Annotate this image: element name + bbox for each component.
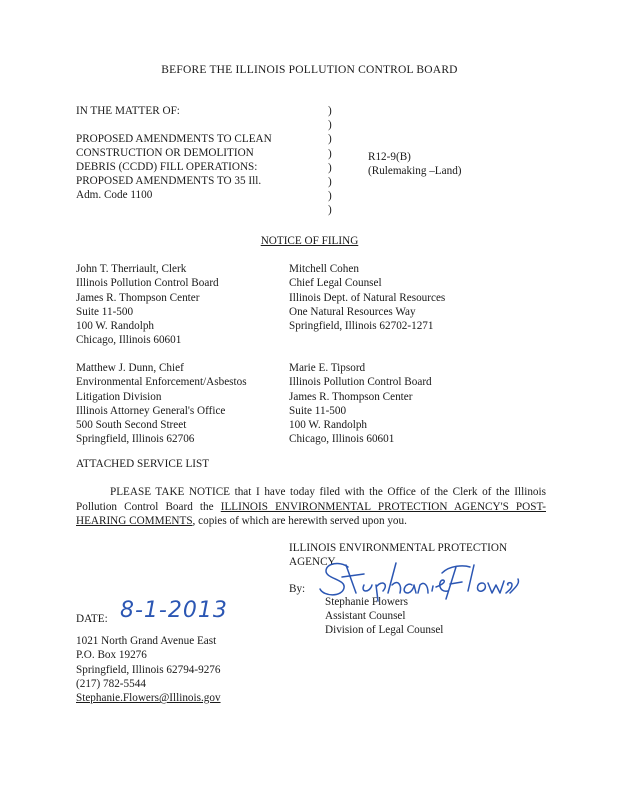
service-list-label: ATTACHED SERVICE LIST <box>76 458 210 470</box>
address-line: Illinois Dept. of Natural Resources <box>289 291 446 304</box>
document-title: BEFORE THE ILLINOIS POLLUTION CONTROL BOARD <box>161 64 458 76</box>
attorney-address <box>76 634 221 705</box>
paren: ) <box>328 175 332 188</box>
caption-line <box>76 118 272 132</box>
address-line: Illinois Attorney General's Office <box>76 404 226 417</box>
address-line: Springfield, Illinois 62702-1271 <box>289 320 434 333</box>
notice-text: PLEASE TAKE NOTICE that I have today filed with the Office of the Clerk of the Illinois Pollution Control Board the <box>76 486 546 513</box>
case-type: (Rulemaking –Land) <box>368 165 462 178</box>
address-line: 100 W. Randolph <box>289 419 368 432</box>
recipient-dunn <box>76 361 247 447</box>
address-line: Marie E. Tipsord <box>289 362 366 374</box>
agency-line: AGENCY <box>289 556 336 569</box>
address-line: Suite 11-500 <box>289 404 347 417</box>
address-line: John T. Therriault, Clerk <box>76 263 187 275</box>
address-line: 100 W. Randolph <box>76 320 155 333</box>
paren: ) <box>328 147 332 160</box>
recipient-cohen <box>289 262 445 333</box>
paren: ) <box>328 161 332 174</box>
case-caption <box>76 104 272 202</box>
signer-title: Assistant Counsel <box>325 610 406 623</box>
paren: ) <box>328 204 332 217</box>
handwritten-date: 8-1-2013 <box>120 598 228 623</box>
address-line: Illinois Pollution Control Board <box>76 277 219 290</box>
address-line: James R. Thompson Center <box>289 390 413 403</box>
caption-line: DEBRIS (CCDD) FILL OPERATIONS: <box>76 161 258 173</box>
address-line: Springfield, Illinois 62706 <box>76 433 195 446</box>
address-line: Illinois Pollution Control Board <box>289 376 432 389</box>
paren: ) <box>328 119 332 132</box>
address-line: Chicago, Illinois 60601 <box>76 334 182 347</box>
address-line: 500 South Second Street <box>76 419 187 432</box>
address-line: Matthew J. Dunn, Chief <box>76 362 184 374</box>
agency-line: ILLINOIS ENVIRONMENTAL PROTECTION <box>289 542 508 554</box>
filed-document-title: ILLINOIS ENVIRONMENTAL PROTECTION AGENCY'S POST-HEARING COMMENTS <box>76 500 546 527</box>
caption-line: CONSTRUCTION OR DEMOLITION <box>76 147 254 159</box>
date-label: DATE: <box>76 613 108 625</box>
address-line: (217) 782-5544 <box>76 677 146 690</box>
email-link[interactable]: Stephanie.Flowers@Illinois.gov <box>76 692 221 705</box>
by-label: By: <box>289 582 306 595</box>
address-line: 1021 North Grand Avenue East <box>76 635 217 647</box>
address-line: Springfield, Illinois 62794-9276 <box>76 663 221 676</box>
address-line: One Natural Resources Way <box>289 305 416 318</box>
address-line: Suite 11-500 <box>76 305 134 318</box>
paren: ) <box>328 190 332 203</box>
notice-title: NOTICE OF FILING <box>260 235 359 247</box>
notice-text-end: , copies of which are herewith served upon you. <box>192 515 407 527</box>
address-line: Chief Legal Counsel <box>289 277 382 290</box>
handwritten-signature <box>312 557 522 603</box>
caption-line: PROPOSED AMENDMENTS TO 35 Ill. <box>76 175 262 187</box>
caption-parentheses <box>328 104 332 218</box>
case-number: R12-9(B) <box>368 151 411 163</box>
paren: ) <box>328 105 332 117</box>
address-line: Litigation Division <box>76 390 162 403</box>
recipient-therriault <box>76 262 219 348</box>
paren: ) <box>328 133 332 146</box>
address-line: James R. Thompson Center <box>76 291 200 304</box>
notice-paragraph <box>76 485 546 529</box>
address-line: P.O. Box 19276 <box>76 649 147 662</box>
caption-line: Adm. Code 1100 <box>76 189 153 201</box>
address-line: Chicago, Illinois 60601 <box>289 433 395 446</box>
address-line: Mitchell Cohen <box>289 263 359 275</box>
caption-line: IN THE MATTER OF: <box>76 105 180 117</box>
case-info <box>368 150 462 178</box>
address-line: Environmental Enforcement/Asbestos <box>76 376 247 389</box>
signer-name: Stephanie Flowers <box>325 595 408 608</box>
caption-line: PROPOSED AMENDMENTS TO CLEAN <box>76 133 272 145</box>
signer-division: Division of Legal Counsel <box>325 624 444 637</box>
recipient-tipsord <box>289 361 432 447</box>
